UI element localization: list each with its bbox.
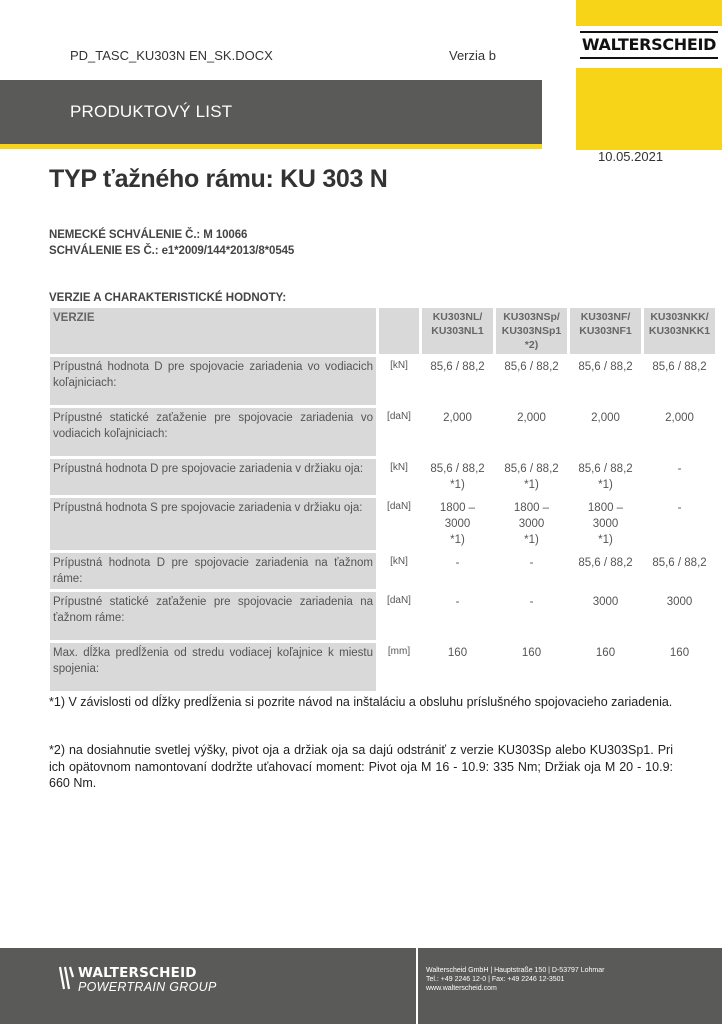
- value-line: -: [529, 557, 534, 569]
- unit-cell: [daN]: [379, 408, 419, 456]
- column-header-line: KU303NF/: [580, 311, 631, 323]
- value-cell: [496, 459, 567, 495]
- value-cell: [570, 357, 641, 405]
- value-line: -: [529, 596, 534, 608]
- value-line: 85,6 / 88,2: [652, 557, 707, 569]
- value-line: 1800 –: [513, 502, 550, 514]
- logo-rule-bottom: [580, 57, 718, 59]
- page-title: TYP ťažného rámu: KU 303 N: [49, 165, 388, 193]
- column-header: [570, 308, 641, 354]
- footer-address: Walterscheid GmbH | Hauptstraße 150 | D-53797 Lohmar: [426, 967, 605, 974]
- banner-accent-stripe: [0, 144, 542, 149]
- footnote-1: *1) V závislosti od dĺžky predĺženia si pozrite návod na inštaláciu a obsluhu príslušného spojovacieho zariadenia.: [49, 695, 673, 709]
- parameter-label: Prípustná hodnota S pre spojovacie zariadenia v držiaku oja:: [50, 498, 376, 550]
- value-cell: [570, 643, 641, 691]
- table-row: [50, 408, 715, 456]
- value-cell: [644, 459, 715, 495]
- value-line: 85,6 / 88,2: [504, 361, 559, 373]
- parameter-label: Prípustná hodnota D pre spojovacie zariadenia vo vodiacich koľajniciach:: [50, 357, 376, 405]
- unit-cell: [kN]: [379, 553, 419, 589]
- parameter-label: Max. dĺžka predĺženia od stredu vodiacej koľajnice k miestu spojenia:: [50, 643, 376, 691]
- parameter-label: Prípustné statické zaťaženie pre spojovacie zariadenia na ťažnom ráme:: [50, 592, 376, 640]
- value-cell: [496, 553, 567, 589]
- value-line: 1800 –: [587, 502, 624, 514]
- column-header-line: KU303NSp/: [503, 311, 560, 323]
- column-header-line: KU303NF1: [579, 325, 632, 337]
- value-line: 2,000: [665, 412, 694, 424]
- unit-cell: [mm]: [379, 643, 419, 691]
- footer-group: POWERTRAIN GROUP: [78, 980, 217, 994]
- brand-logo-text: WALTERSCHEID: [581, 35, 717, 54]
- value-cell: [644, 408, 715, 456]
- column-header-line: KU303NKK1: [648, 325, 711, 337]
- value-line: 160: [521, 647, 542, 659]
- value-cell: [570, 459, 641, 495]
- value-cell: [644, 498, 715, 550]
- value-line: 2,000: [443, 412, 472, 424]
- value-cell: [570, 592, 641, 640]
- value-line: *1): [598, 479, 613, 491]
- value-cell: [422, 357, 493, 405]
- header-accent-block: [576, 0, 722, 150]
- value-cell: [570, 408, 641, 456]
- footer-phone: Tel.: +49 2246 12-0 | Fax: +49 2246 12-3501: [426, 976, 565, 983]
- table-row: [50, 592, 715, 640]
- value-line: 85,6 / 88,2: [578, 361, 633, 373]
- unit-cell: [kN]: [379, 459, 419, 495]
- value-line: -: [455, 596, 460, 608]
- value-line: 2,000: [517, 412, 546, 424]
- value-line: *1): [598, 534, 613, 546]
- parameter-label: Prípustná hodnota D pre spojovacie zariadenia na ťažnom ráme:: [50, 553, 376, 589]
- value-line: 2,000: [591, 412, 620, 424]
- table-row: [50, 553, 715, 589]
- column-header-line: KU303NL/: [432, 311, 483, 323]
- ec-approval: SCHVÁLENIE ES Č.: e1*2009/144*2013/8*0545: [49, 245, 295, 257]
- column-header: [644, 308, 715, 354]
- title-banner: [0, 80, 542, 144]
- value-line: -: [677, 502, 682, 514]
- parameter-label: Prípustné statické zaťaženie pre spojovacie zariadenia vo vodiacich koľajniciach:: [50, 408, 376, 456]
- value-cell: [644, 553, 715, 589]
- value-cell: [644, 357, 715, 405]
- value-line: *1): [524, 534, 539, 546]
- value-line: 85,6 / 88,2: [578, 557, 633, 569]
- value-cell: [496, 643, 567, 691]
- parameter-label: Prípustná hodnota D pre spojovacie zariadenia v držiaku oja:: [50, 459, 376, 495]
- value-line: 85,6 / 88,2: [430, 361, 485, 373]
- unit-cell: [kN]: [379, 357, 419, 405]
- page-footer: [0, 948, 722, 1024]
- value-line: 85,6 / 88,2: [578, 463, 633, 475]
- header-label: VERZIE: [50, 308, 376, 354]
- value-line: -: [677, 463, 682, 475]
- footer-brand: WALTERSCHEID: [78, 965, 197, 981]
- table-row: [50, 459, 715, 495]
- value-line: 160: [669, 647, 690, 659]
- column-header: [496, 308, 567, 354]
- value-cell: [496, 357, 567, 405]
- column-header: [422, 308, 493, 354]
- document-file-name: PD_TASC_KU303N EN_SK.DOCX: [70, 48, 273, 63]
- value-line: 85,6 / 88,2: [652, 361, 707, 373]
- german-approval: NEMECKÉ SCHVÁLENIE Č.: M 10066: [49, 229, 248, 241]
- value-cell: [570, 498, 641, 550]
- value-line: -: [455, 557, 460, 569]
- footnote-2: *2) na dosiahnutie svetlej výšky, pivot oja a držiak oja sa dajú odstrániť z verzie KU303Sp alebo KU303Sp1. Pri ich opätovnom namontovaní dodržte uťahovací moment: Pivot oja M 16 - 10.9: 335 Nm; Držiak oja M 20 - 10.9: 660 Nm.: [49, 743, 673, 790]
- unit-cell: [daN]: [379, 592, 419, 640]
- logo-rule-top: [580, 31, 718, 33]
- value-cell: [570, 553, 641, 589]
- value-cell: [422, 592, 493, 640]
- footer-logo: [58, 965, 238, 1005]
- value-cell: [422, 553, 493, 589]
- column-header-line: *2): [524, 339, 539, 351]
- value-cell: [496, 408, 567, 456]
- value-line: 160: [447, 647, 468, 659]
- value-line: 3000: [592, 596, 619, 608]
- document-date: 10.05.2021: [598, 149, 664, 164]
- value-cell: [422, 459, 493, 495]
- column-header-line: KU303NL1: [431, 325, 484, 337]
- column-header-line: KU303NKK/: [650, 311, 709, 323]
- table-row: [50, 498, 715, 550]
- footer-website-link[interactable]: www.walterscheid.com: [426, 985, 497, 992]
- value-line: 160: [595, 647, 616, 659]
- column-header-line: KU303NSp1: [501, 325, 562, 337]
- section-title: VERZIE A CHARAKTERISTICKÉ HODNOTY:: [49, 292, 287, 304]
- value-line: 3000: [444, 518, 471, 530]
- value-line: 85,6 / 88,2: [430, 463, 485, 475]
- brand-logo: [576, 26, 722, 68]
- value-cell: [496, 498, 567, 550]
- value-cell: [422, 408, 493, 456]
- value-cell: [644, 592, 715, 640]
- specifications-table: [47, 305, 718, 694]
- table-row: [50, 357, 715, 405]
- table-row: [50, 643, 715, 691]
- value-cell: [422, 498, 493, 550]
- value-line: 1800 –: [439, 502, 476, 514]
- value-cell: [644, 643, 715, 691]
- walterscheid-mark-icon: [58, 965, 74, 991]
- value-line: 3000: [592, 518, 619, 530]
- document-version: Verzia b: [449, 48, 496, 63]
- table-header-row: [50, 308, 715, 354]
- value-line: 85,6 / 88,2: [504, 463, 559, 475]
- unit-cell: [daN]: [379, 498, 419, 550]
- value-line: 3000: [666, 596, 693, 608]
- banner-title: PRODUKTOVÝ LIST: [70, 102, 233, 121]
- value-line: *1): [524, 479, 539, 491]
- value-line: *1): [450, 479, 465, 491]
- footer-divider: [416, 948, 418, 1024]
- header-unit-cell: [379, 308, 419, 354]
- value-line: *1): [450, 534, 465, 546]
- value-cell: [496, 592, 567, 640]
- value-line: 3000: [518, 518, 545, 530]
- value-cell: [422, 643, 493, 691]
